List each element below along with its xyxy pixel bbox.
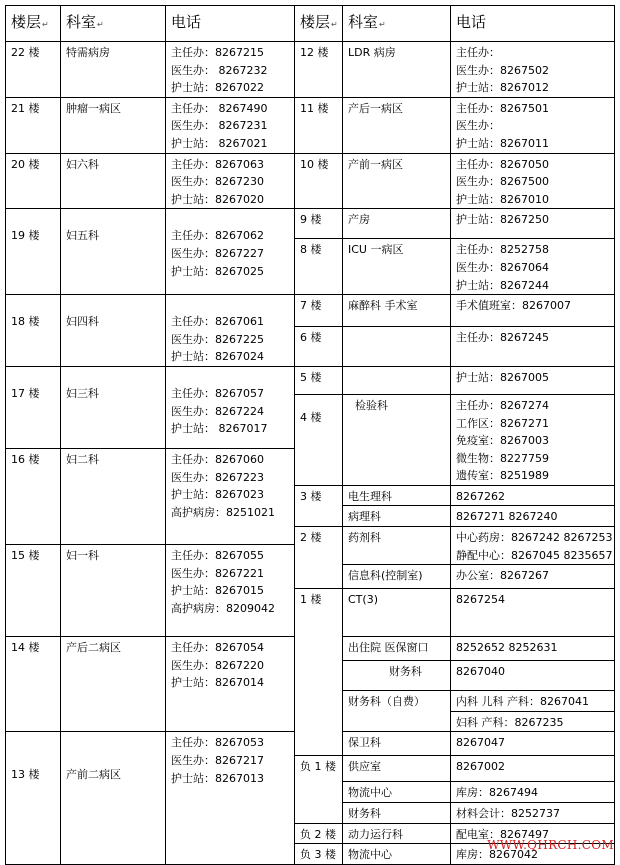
phones-15: 主任办：8267055 医生办：8267221 护士站：8267015 高护病房：8209042	[166, 545, 295, 637]
phones-7: 手术值班室：8267007	[451, 295, 615, 327]
phone-b1-finance: 材料会计：8252737	[451, 803, 615, 824]
phone-1-admission: 8252652 8252631	[451, 637, 615, 661]
header-dept: 科室↵	[61, 6, 166, 42]
phones-22: 主任办：8267215 医生办： 8267232 护士站：8267022	[166, 42, 295, 98]
dept-4: 检验科	[343, 394, 451, 485]
floor-10: 10 楼	[295, 153, 343, 209]
dept-3-electro: 电生理科	[343, 485, 451, 506]
floor-5: 5 楼	[295, 366, 343, 394]
dept-2-info: 信息科(控制室)	[343, 565, 451, 589]
floor-b3: 负 3 楼	[295, 844, 343, 865]
dept-9: 产房	[343, 209, 451, 239]
floor-22: 22 楼	[6, 42, 61, 98]
dept-1-finance: 财务科	[343, 661, 451, 691]
header-dept-right: 科室↵	[343, 6, 451, 42]
dept-b2: 动力运行科	[343, 823, 451, 844]
header-floor-right: 楼层↵	[295, 6, 343, 42]
dept-b1-logistics: 物流中心	[343, 782, 451, 803]
header-phone: 电话	[166, 6, 295, 42]
floor-9: 9 楼	[295, 209, 343, 239]
floor-11: 11 楼	[295, 97, 343, 153]
dept-b3: 物流中心	[343, 844, 451, 865]
phones-2-pharmacy: 中心药房：8267242 8267253 静配中心：8267045 8235657	[451, 527, 615, 565]
floor-14: 14 楼	[6, 637, 61, 732]
phones-4: 主任办：8267274 工作区：8267271 免疫室：8267003 微生物：8227759 遗传室：8251989	[451, 394, 615, 485]
dept-3-pathology: 病理科	[343, 506, 451, 527]
dept-21: 肿瘤一病区	[61, 97, 166, 153]
phone-b1-logistics: 库房：8267494	[451, 782, 615, 803]
phones-17: 主任办：8267057 医生办：8267224 护士站： 8267017	[166, 366, 295, 448]
phone-1-ct: 8267254	[451, 589, 615, 637]
dept-b1-supply: 供应室	[343, 756, 451, 782]
floor-4: 4 楼	[295, 394, 343, 485]
phones-8: 主任办：8252758 医生办：8267064 护士站：8267244	[451, 239, 615, 295]
phone-1-finance: 8267040	[451, 661, 615, 691]
dept-22: 特需病房	[61, 42, 166, 98]
dept-1-ct: CT(3)	[343, 589, 451, 637]
floor-13: 13 楼	[6, 732, 61, 864]
dept-15: 妇一科	[61, 545, 166, 637]
dept-19: 妇五科	[61, 209, 166, 295]
dept-b1-finance: 财务科	[343, 803, 451, 824]
dept-6	[343, 327, 451, 366]
phones-12: 主任办： 医生办：8267502 护士站：8267012	[451, 42, 615, 98]
dept-11: 产后一病区	[343, 97, 451, 153]
phone-1-security: 8267047	[451, 732, 615, 756]
phones-5: 护士站：8267005	[451, 366, 615, 394]
dept-14: 产后二病区	[61, 637, 166, 732]
dept-20: 妇六科	[61, 153, 166, 209]
phone-3-pathology: 8267271 8267240	[451, 506, 615, 527]
dept-18: 妇四科	[61, 295, 166, 367]
phones-14: 主任办：8267054 医生办：8267220 护士站：8267014	[166, 637, 295, 732]
floor-20: 20 楼	[6, 153, 61, 209]
dept-10: 产前一病区	[343, 153, 451, 209]
floor-16: 16 楼	[6, 448, 61, 544]
phones-21: 主任办： 8267490 医生办： 8267231 护士站： 8267021	[166, 97, 295, 153]
dept-1-admission: 出住院 医保窗口	[343, 637, 451, 661]
dept-16: 妇二科	[61, 448, 166, 544]
floor-15: 15 楼	[6, 545, 61, 637]
floor-17: 17 楼	[6, 366, 61, 448]
floor-21: 21 楼	[6, 97, 61, 153]
phones-10: 主任办：8267050 医生办：8267500 护士站：8267010	[451, 153, 615, 209]
phone-1-finance-self-a: 内科 儿科 产科：8267041	[451, 691, 615, 712]
phones-9: 护士站：8267250	[451, 209, 615, 239]
floor-7: 7 楼	[295, 295, 343, 327]
phone-b2: 配电室：8267497	[451, 823, 615, 844]
floor-8: 8 楼	[295, 239, 343, 295]
watermark: WWW.QHRCH.COM	[487, 838, 614, 852]
phone-3-electro: 8267262	[451, 485, 615, 506]
dept-8: ICU 一病区	[343, 239, 451, 295]
floor-b2: 负 2 楼	[295, 823, 343, 844]
dept-13: 产前二病区	[61, 732, 166, 864]
phones-19: 主任办：8267062 医生办：8267227 护士站：8267025	[166, 209, 295, 295]
phone-2-info: 办公室：8267267	[451, 565, 615, 589]
floor-2: 2 楼	[295, 527, 343, 589]
dept-7: 麻醉科 手术室	[343, 295, 451, 327]
phones-18: 主任办：8267061 医生办：8267225 护士站：8267024	[166, 295, 295, 367]
dept-1-finance-self: 财务科（自费）	[343, 691, 451, 732]
floor-3: 3 楼	[295, 485, 343, 526]
floor-12: 12 楼	[295, 42, 343, 98]
dept-5	[343, 366, 451, 394]
phone-directory-table	[5, 5, 615, 865]
floor-b1: 负 1 楼	[295, 756, 343, 823]
floor-18: 18 楼	[6, 295, 61, 367]
phones-11: 主任办：8267501 医生办： 护士站：8267011	[451, 97, 615, 153]
header-phone-right: 电话	[451, 6, 615, 42]
dept-17: 妇三科	[61, 366, 166, 448]
phone-b3: 库房：8267042	[451, 844, 615, 865]
phone-1-finance-self-b: 妇科 产科：8267235	[451, 711, 615, 732]
header-floor: 楼层↵	[6, 6, 61, 42]
floor-1: 1 楼	[295, 589, 343, 756]
floor-6: 6 楼	[295, 327, 343, 366]
dept-1-security: 保卫科	[343, 732, 451, 756]
phones-13: 主任办：8267053 医生办：8267217 护士站：8267013	[166, 732, 295, 864]
dept-12: LDR 病房	[343, 42, 451, 98]
phone-b1-supply: 8267002	[451, 756, 615, 782]
phones-20: 主任办：8267063 医生办：8267230 护士站：8267020	[166, 153, 295, 209]
phones-6: 主任办：8267245	[451, 327, 615, 366]
dept-2-pharmacy: 药剂科	[343, 527, 451, 565]
floor-19: 19 楼	[6, 209, 61, 295]
phones-16: 主任办：8267060 医生办：8267223 护士站：8267023 高护病房：8251021	[166, 448, 295, 544]
